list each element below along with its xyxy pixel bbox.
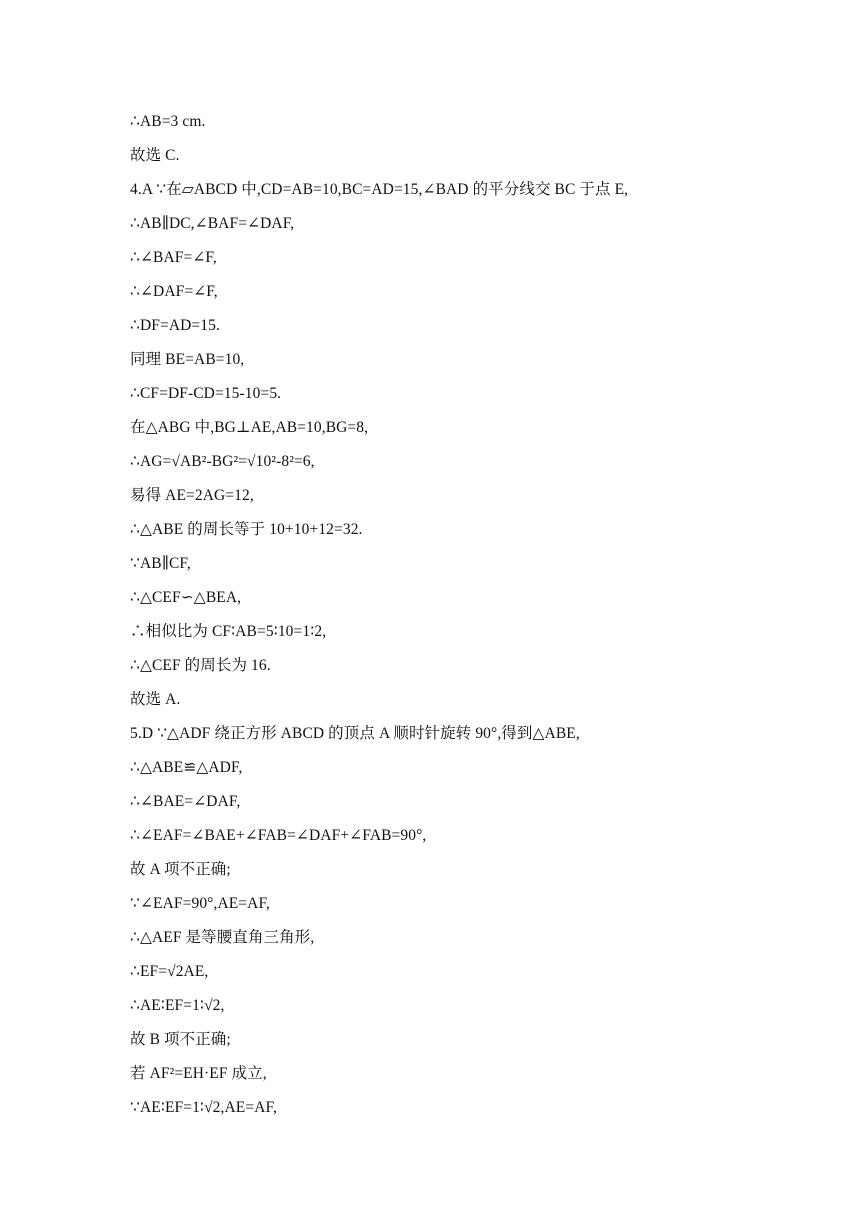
text-line: 在△ABG 中,BG⊥AE,AB=10,BG=8, [130, 419, 369, 436]
text-line: 易得 AE=2AG=12, [130, 487, 254, 504]
text-line: 故选 C. [130, 147, 180, 164]
text-line: ∵AE∶EF=1∶√2,AE=AF, [130, 1099, 277, 1116]
text-line: ∴∠BAE=∠DAF, [130, 793, 241, 810]
text-line: 5.D ∵△ADF 绕正方形 ABCD 的顶点 A 顺时针旋转 90°,得到△ABE, [130, 725, 580, 742]
text-line: ∴△ABE≌△ADF, [130, 759, 243, 776]
text-line: 故 B 项不正确; [130, 1031, 231, 1048]
text-line: 4.A ∵在▱ABCD 中,CD=AB=10,BC=AD=15,∠BAD 的平分线交 BC 于点 E, [130, 181, 629, 198]
text-line: ∴∠BAF=∠F, [130, 249, 217, 266]
text-line: 若 AF²=EH·EF 成立, [130, 1065, 267, 1082]
text-line: ∴△CEF 的周长为 16. [130, 657, 271, 674]
text-line: ∴AB=3 cm. [130, 113, 206, 130]
text-line: ∴△CEF∽△BEA, [130, 589, 242, 606]
text-line: ∵∠EAF=90°,AE=AF, [130, 895, 270, 912]
text-line: ∴CF=DF-CD=15-10=5. [130, 385, 282, 402]
text-line: ∴∠EAF=∠BAE+∠FAB=∠DAF+∠FAB=90°, [130, 827, 427, 844]
text-line: 同理 BE=AB=10, [130, 351, 245, 368]
text-line: ∴DF=AD=15. [130, 317, 220, 334]
text-line: ∴AE∶EF=1∶√2, [130, 997, 225, 1014]
text-line: ∴AB∥DC,∠BAF=∠DAF, [130, 215, 295, 232]
text-line: ∴AG=√AB²-BG²=√10²-8²=6, [130, 453, 315, 470]
text-line: ∴∠DAF=∠F, [130, 283, 218, 300]
text-line: ∴△ABE 的周长等于 10+10+12=32. [130, 521, 363, 538]
text-line: 故选 A. [130, 691, 181, 708]
text-line: ∴EF=√2AE, [130, 963, 209, 980]
text-line: ∴相似比为 CF∶AB=5∶10=1∶2, [130, 623, 327, 640]
text-line: ∵AB∥CF, [130, 555, 191, 572]
text-line: ∴△AEF 是等腰直角三角形, [130, 929, 315, 946]
text-line: 故 A 项不正确; [130, 861, 231, 878]
